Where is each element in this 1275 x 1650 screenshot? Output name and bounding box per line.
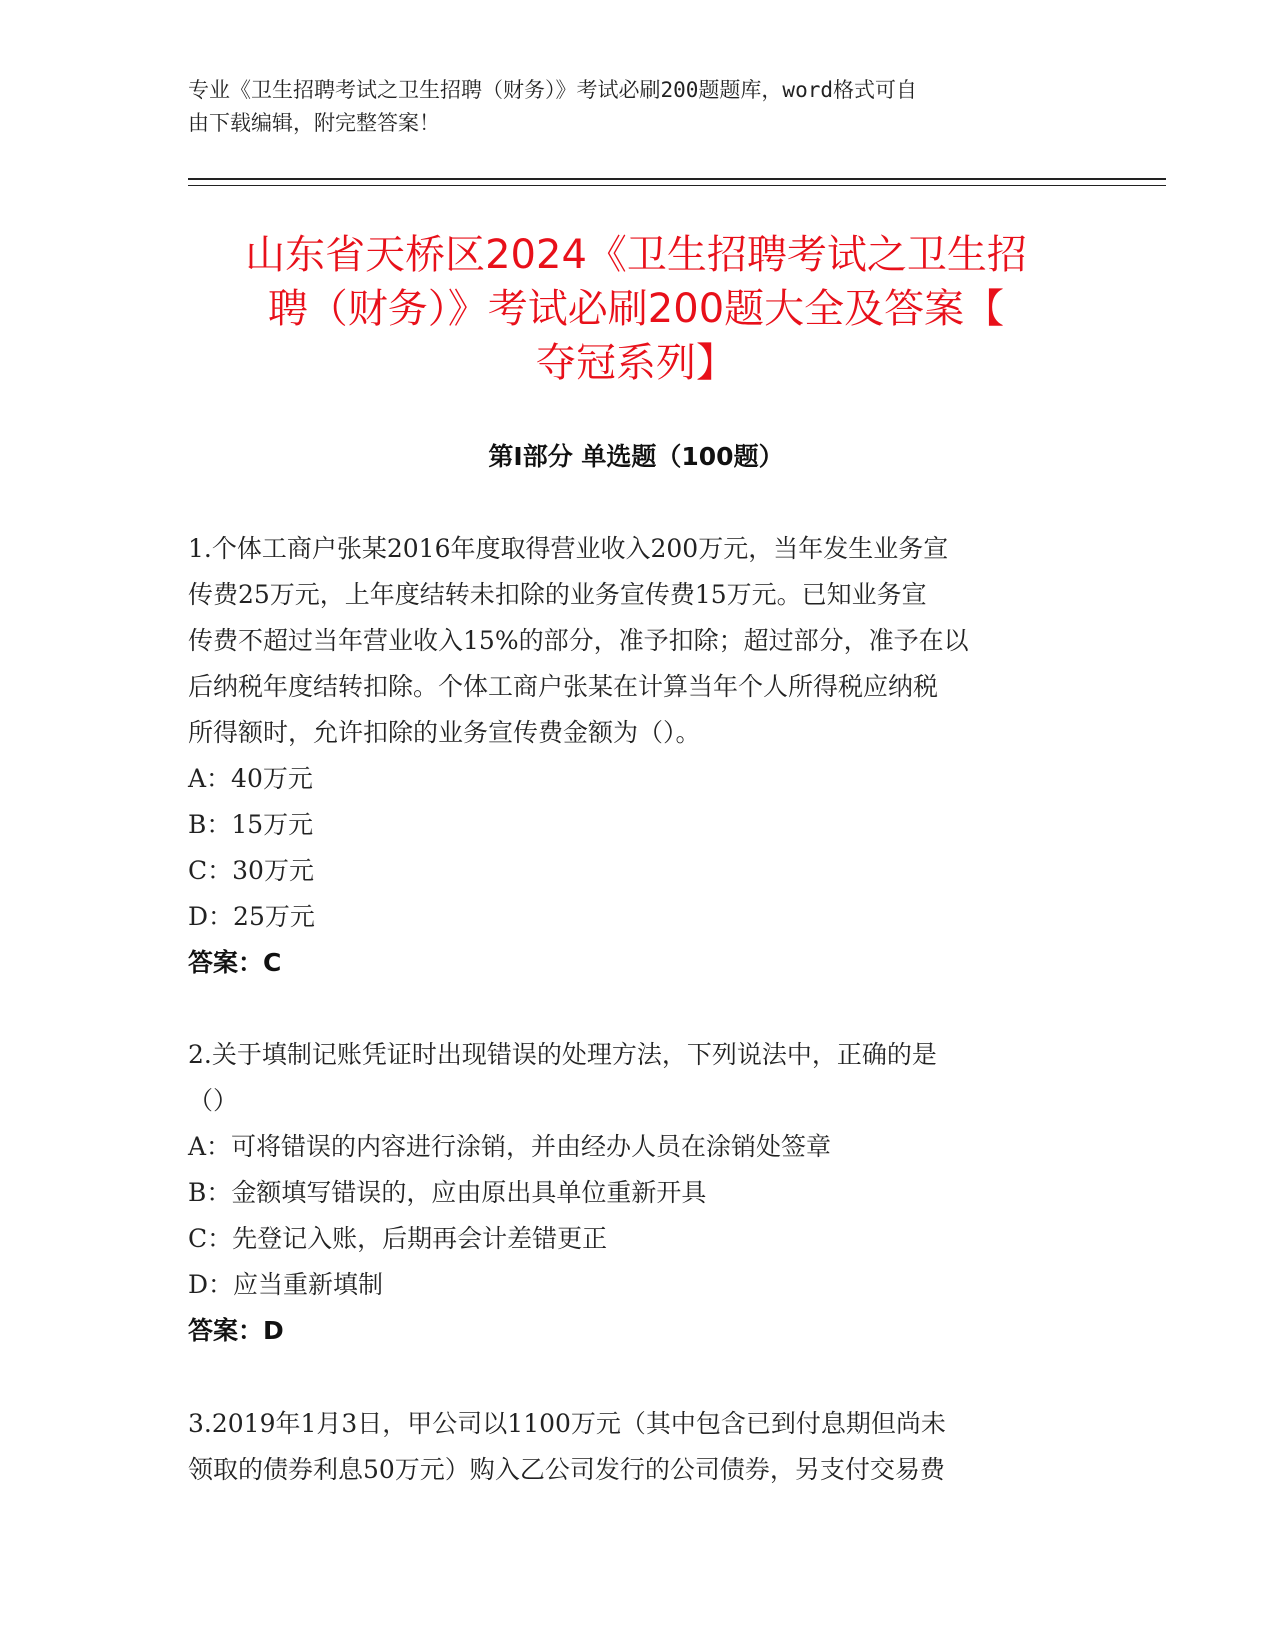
option-c: C：30万元 bbox=[188, 856, 314, 885]
option-a: A：可将错误的内容进行涂销，并由经办人员在涂销处签章 bbox=[188, 1132, 832, 1161]
divider-thin bbox=[188, 185, 1166, 186]
intro-line: 专业《卫生招聘考试之卫生招聘（财务）》考试必刷200题题库，word格式可自 bbox=[188, 78, 917, 102]
option-b: B：金额填写错误的，应由原出具单位重新开具 bbox=[188, 1178, 707, 1207]
question-2 bbox=[188, 1032, 1088, 1354]
divider-thick bbox=[188, 178, 1166, 180]
option-b: B：15万元 bbox=[188, 810, 314, 839]
intro-line: 由下载编辑，附完整答案！ bbox=[188, 111, 440, 135]
question-stem-line: （） bbox=[188, 1086, 239, 1115]
question-stem-line: 领取的债券利息50万元）购入乙公司发行的公司债券，另支付交易费 bbox=[188, 1455, 945, 1484]
answer: 答案：D bbox=[188, 1316, 284, 1345]
question-stem-line: 传费不超过当年营业收入15%的部分，准予扣除；超过部分，准予在以 bbox=[188, 626, 969, 655]
title-line: 夺冠系列】 bbox=[536, 340, 736, 386]
document-title bbox=[188, 228, 1084, 390]
question-stem-line: 传费25万元，上年度结转未扣除的业务宣传费15万元。已知业务宣 bbox=[188, 580, 927, 609]
question-stem-line: 3.2019年1月3日，甲公司以1100万元（其中包含已到付息期但尚未 bbox=[188, 1409, 946, 1438]
question-stem-line: 1.个体工商户张某2016年度取得营业收入200万元，当年发生业务宣 bbox=[188, 534, 949, 563]
question-1 bbox=[188, 526, 1088, 986]
option-d: D：应当重新填制 bbox=[188, 1270, 384, 1299]
title-line: 山东省天桥区2024《卫生招聘考试之卫生招 bbox=[245, 232, 1027, 278]
question-3 bbox=[188, 1401, 1088, 1493]
answer: 答案：C bbox=[188, 948, 282, 977]
title-line: 聘（财务）》考试必刷200题大全及答案【 bbox=[267, 286, 1005, 332]
section-heading: 第Ⅰ部分 单选题（100题） bbox=[488, 442, 784, 471]
question-stem-line: 所得额时，允许扣除的业务宣传费金额为（）。 bbox=[188, 718, 701, 747]
option-a: A：40万元 bbox=[188, 764, 313, 793]
question-stem-line: 后纳税年度结转扣除。个体工商户张某在计算当年个人所得税应纳税 bbox=[188, 672, 939, 701]
option-d: D：25万元 bbox=[188, 902, 315, 931]
option-c: C：先登记入账，后期再会计差错更正 bbox=[188, 1224, 608, 1253]
question-stem-line: 2.关于填制记账凭证时出现错误的处理方法，下列说法中，正确的是 bbox=[188, 1040, 937, 1069]
intro-note bbox=[188, 74, 1068, 140]
